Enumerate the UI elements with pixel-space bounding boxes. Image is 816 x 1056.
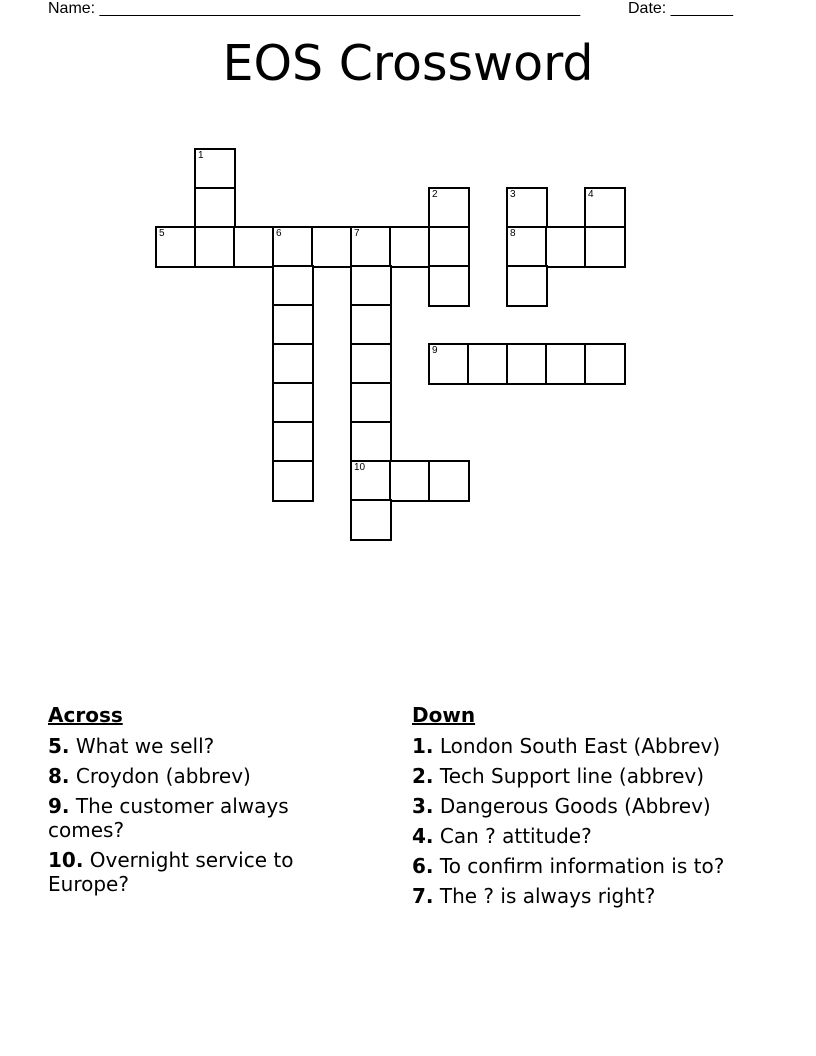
grid-cell[interactable] [389,460,431,502]
clue-number: 7 [354,228,360,239]
grid-cell[interactable] [467,343,509,385]
clue-down-6: 6. To confirm information is to? [412,854,725,878]
grid-cell[interactable] [350,304,392,346]
grid-cell[interactable] [545,226,587,268]
grid-cell[interactable] [545,343,587,385]
grid-cell-5[interactable] [155,226,197,268]
name-line: Name: ______________________________________________________ [48,0,581,17]
grid-cell[interactable] [350,265,392,307]
clue-across-5: 5. What we sell? [48,734,215,758]
grid-cell-1[interactable] [194,148,236,190]
grid-cell[interactable] [584,226,626,268]
clue-down-2: 2. Tech Support line (abbrev) [412,764,705,788]
grid-cell-10[interactable] [350,460,392,502]
grid-cell[interactable] [233,226,275,268]
grid-cell[interactable] [194,226,236,268]
across-clues [48,703,348,902]
grid-cell[interactable] [350,343,392,385]
grid-cell[interactable] [389,226,431,268]
clue-number: 5 [159,228,165,239]
clue-across-10: 10. Overnight service to Europe? [48,848,294,896]
grid-cell[interactable] [350,499,392,541]
grid-cell[interactable] [272,421,314,463]
clue-down-1: 1. London South East (Abbrev) [412,734,721,758]
grid-cell[interactable] [272,460,314,502]
clue-number: 4 [588,189,594,200]
grid-cell[interactable] [584,343,626,385]
grid-cell[interactable] [428,460,470,502]
clue-number: 8 [510,228,516,239]
date-line: Date: _______ [628,0,733,17]
grid-cell-7[interactable] [350,226,392,268]
grid-cell[interactable] [428,265,470,307]
grid-cell-6[interactable] [272,226,314,268]
clue-number: 9 [432,345,438,356]
grid-cell-9[interactable] [428,343,470,385]
grid-cell[interactable] [428,226,470,268]
clue-number: 2 [432,189,438,200]
grid-cell[interactable] [506,265,548,307]
down-clues [412,703,752,914]
grid-cell[interactable] [350,421,392,463]
grid-cell[interactable] [506,343,548,385]
grid-cell-4[interactable] [584,187,626,229]
grid-cell-3[interactable] [506,187,548,229]
grid-cell[interactable] [272,382,314,424]
down-heading: Down [412,703,476,727]
grid-cell[interactable] [350,382,392,424]
page-title: EOS Crossword [222,35,594,92]
grid-cell-2[interactable] [428,187,470,229]
clue-number: 1 [198,150,204,161]
clue-number: 10 [354,462,366,473]
clue-down-3: 3. Dangerous Goods (Abbrev) [412,794,711,818]
grid-cell[interactable] [194,187,236,229]
clue-across-9: 9. The customer always comes? [48,794,289,842]
clue-down-4: 4. Can ? attitude? [412,824,592,848]
clue-across-8: 8. Croydon (abbrev) [48,764,251,788]
grid-cell[interactable] [311,226,353,268]
grid-cell-8[interactable] [506,226,548,268]
clue-down-7: 7. The ? is always right? [412,884,656,908]
grid-cell[interactable] [272,343,314,385]
clue-number: 6 [276,228,282,239]
grid-cell[interactable] [272,304,314,346]
clue-number: 3 [510,189,516,200]
grid-cell[interactable] [272,265,314,307]
across-heading: Across [48,703,123,727]
